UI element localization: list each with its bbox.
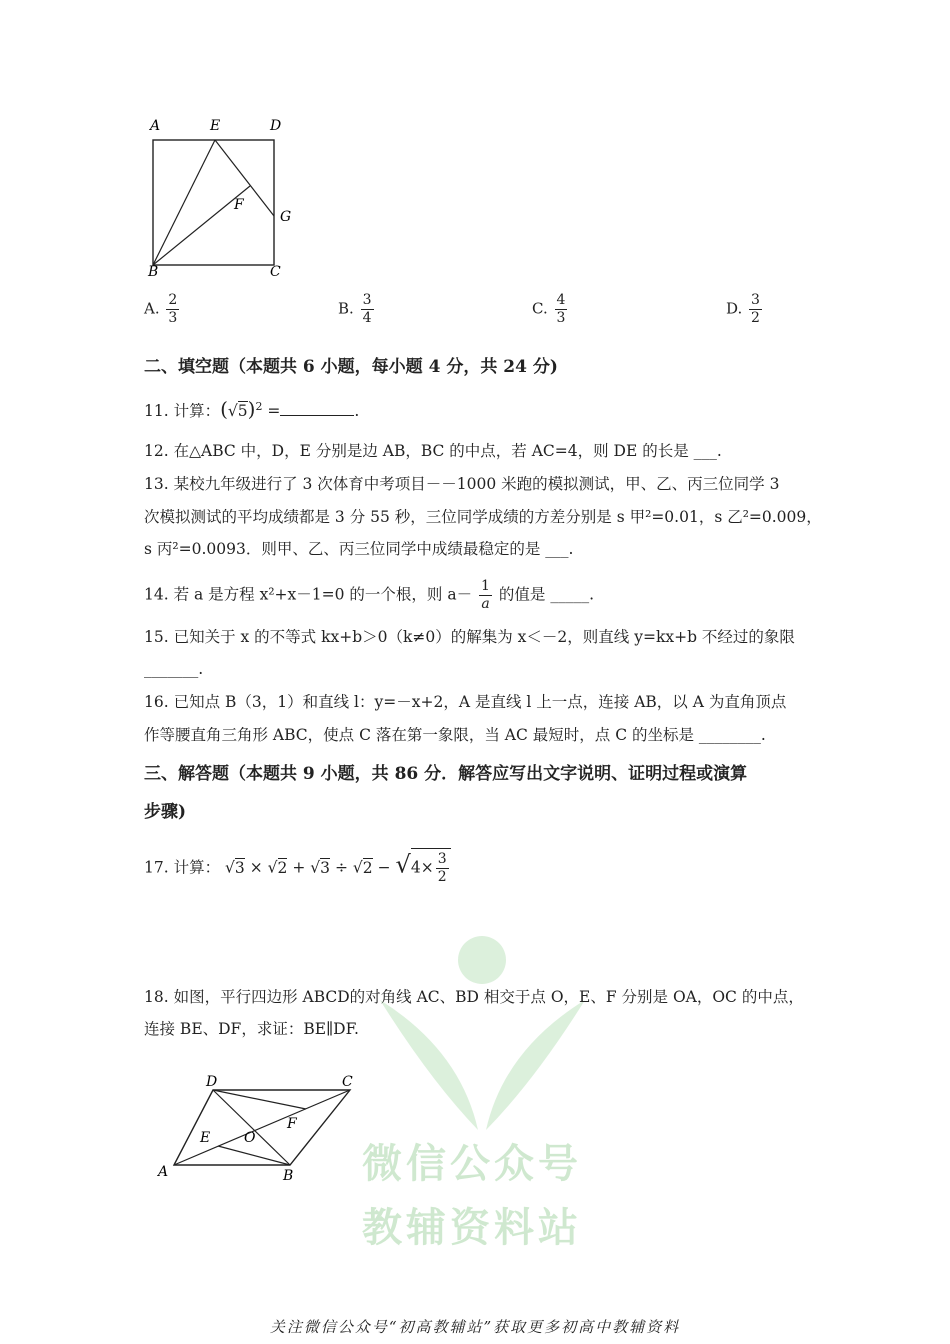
q10-option-d: D. $\frac{3}{2}$ [726, 292, 760, 326]
q10-label-d: D [270, 118, 282, 134]
question-11: 11. 计算：$(√5)^2$ = . [144, 397, 360, 422]
watermark-logo-icon [360, 930, 600, 1150]
q10-option-c: C. $\frac{4}{3}$ [532, 292, 566, 326]
q18-label-e: E [200, 1130, 211, 1146]
section3-heading-line2: 步骤) [144, 802, 187, 822]
question-16-line2: 作等腰直角三角形 ABC，使点 C 落在第一象限，当 AC 最短时，点 C 的坐标是 ________. [144, 726, 766, 744]
watermark-text-2: 教辅资料站 [362, 1205, 582, 1251]
question-14: 14. 若 a 是方程 x²+x－1=0 的一个根，则 a－ $\frac{1}{a}$ 的值是 _____. [144, 578, 594, 612]
question-12: 12. 在△ABC 中，D，E 分别是边 AB，BC 的中点，若 AC=4，则 DE 的长是 ___. [144, 442, 722, 460]
question-13-line1: 13. 某校九年级进行了 3 次体育中考项目－－1000 米跑的模拟测试，甲、乙、丙三位同学 3 [144, 475, 780, 493]
question-13-line2: 次模拟测试的平均成绩都是 3 分 55 秒，三位同学成绩的方差分别是 s 甲²=0.01，s 乙²=0.009， [144, 508, 822, 526]
q18-parallelogram-figure [150, 1072, 370, 1187]
q18-label-c: C [342, 1074, 353, 1090]
question-13-line3: s 丙²=0.0093．则甲、乙、丙三位同学中成绩最稳定的是 ___. [144, 540, 574, 558]
question-15-line2: _______. [144, 660, 204, 678]
question-18-line1: 18. 如图，平行四边形 ABCD的对角线 AC、BD 相交于点 O，E、F 分别是 OA，OC 的中点， [144, 988, 804, 1006]
watermark-text-1: 微信公众号 [362, 1141, 582, 1187]
question-17: 17. 计算： √3 × √2 + √3 ÷ √2 − √4× $\frac{3}{2}$ [144, 848, 451, 886]
q10-label-f: F [234, 197, 244, 213]
q11-answer-blank [280, 401, 354, 416]
q18-label-b: B [283, 1168, 294, 1184]
q10-label-c: C [270, 264, 281, 280]
q10-label-g: G [280, 209, 292, 225]
question-16-line1: 16. 已知点 B（3，1）和直线 l：y=－x+2，A 是直线 l 上一点，连接 AB，以 A 为直角顶点 [144, 693, 787, 711]
q10-label-b: B [148, 264, 159, 280]
q10-square-figure [140, 112, 310, 282]
q10-option-b: B. $\frac{3}{4}$ [338, 292, 372, 326]
q18-label-o: O [244, 1130, 256, 1146]
q10-label-a: A [150, 118, 161, 134]
q18-label-a: A [158, 1164, 169, 1180]
q18-label-d: D [206, 1074, 218, 1090]
section2-heading: 二、填空题（本题共 6 小题，每小题 4 分，共 24 分) [144, 357, 558, 377]
section3-heading-line1: 三、解答题（本题共 9 小题，共 86 分．解答应写出文字说明、证明过程或演算 [144, 764, 748, 784]
question-15-line1: 15. 已知关于 x 的不等式 kx+b＞0（k≠0）的解集为 x＜－2，则直线 y=kx+b 不经过的象限 [144, 628, 795, 646]
q10-option-a: A. $\frac{2}{3}$ [144, 292, 178, 326]
page-footer: 关注微信公众号“初高教辅站”获取更多初高中教辅资料 [269, 1318, 681, 1336]
q10-label-e: E [210, 118, 221, 134]
q18-label-f: F [287, 1116, 297, 1132]
question-18-line2: 连接 BE、DF，求证：BE∥DF. [144, 1020, 359, 1038]
